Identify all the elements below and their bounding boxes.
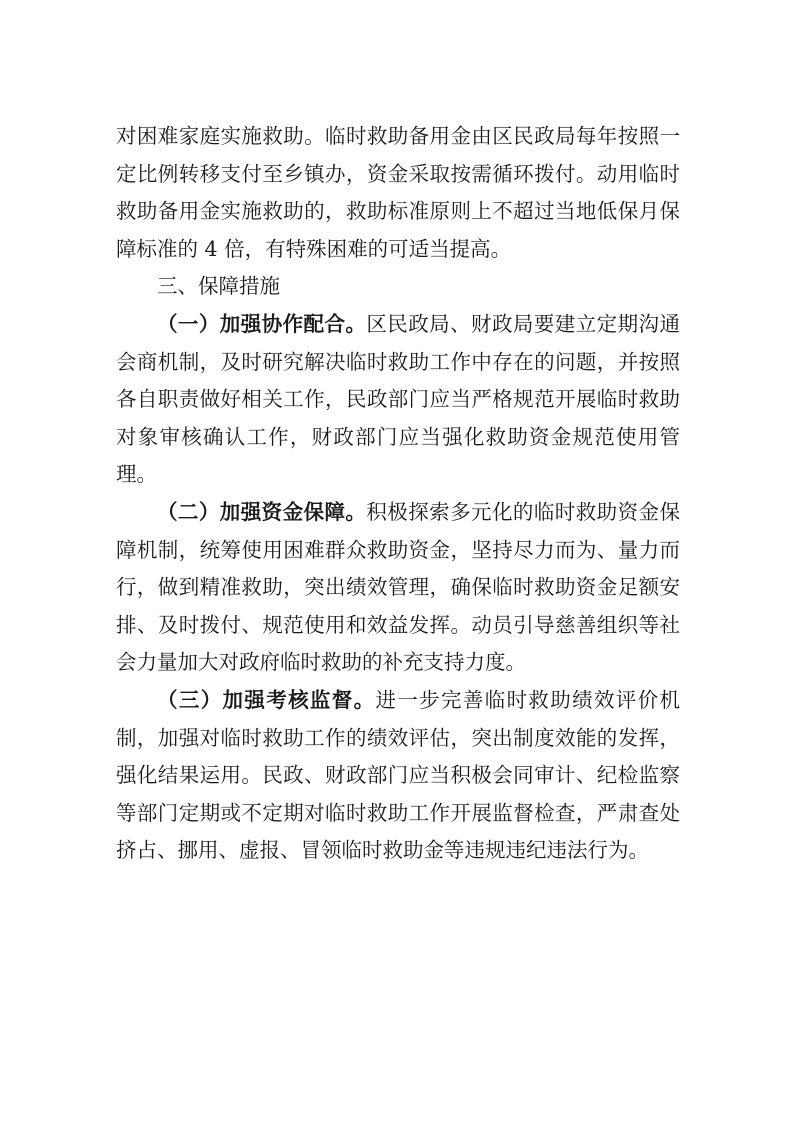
measure-body-1: 区民政局、财政局要建立定期沟通会商机制，及时研究解决临时救助工作中存在的问题，并按照各自职责做好相关工作，民政部门应当严格规范开展临时救助对象审核确认工作，财政部门应当强化救助资金规范使用管理。 [116,311,680,487]
measure-title-1: （一）加强协作配合。 [157,311,367,336]
measure-body-2: 积极探索多元化的临时救助资金保障机制，统筹使用困难群众救助资金，坚持尽力而为、量力而行，做到精准救助，突出绩效管理，确保临时救助资金足额安排、及时拨付、规范使用和效益发挥。动员引导慈善组织等社会力量加大对政府临时救助的补充支持力度。 [116,499,680,675]
measure-title-3: （三）加强考核监督。 [157,687,376,712]
measure-paragraph-3 [116,682,680,870]
measure-paragraph-2 [116,494,680,682]
document-body [116,118,680,870]
measure-body-3: 进一步完善临时救助绩效评价机制，加强对临时救助工作的绩效评估，突出制度效能的发挥，强化结果运用。民政、财政部门应当积极会同审计、纪检监察等部门定期或不定期对临时救助工作开展监督检查，严肃查处挤占、挪用、虚报、冒领临时救助金等违规违纪违法行为。 [116,687,681,863]
paragraph-continued: 对困难家庭实施救助。临时救助备用金由区民政局每年按照一定比例转移支付至乡镇办，资金采取按需循环拨付。动用临时救助备用金实施救助的，救助标准原则上不超过当地低保月保障标准的 4 倍，有特殊困难的可适当提高。 [116,124,680,261]
section-heading: 三、保障措施 [157,274,280,299]
measure-title-2: （二）加强资金保障。 [157,499,367,524]
measure-paragraph-1 [116,306,680,494]
